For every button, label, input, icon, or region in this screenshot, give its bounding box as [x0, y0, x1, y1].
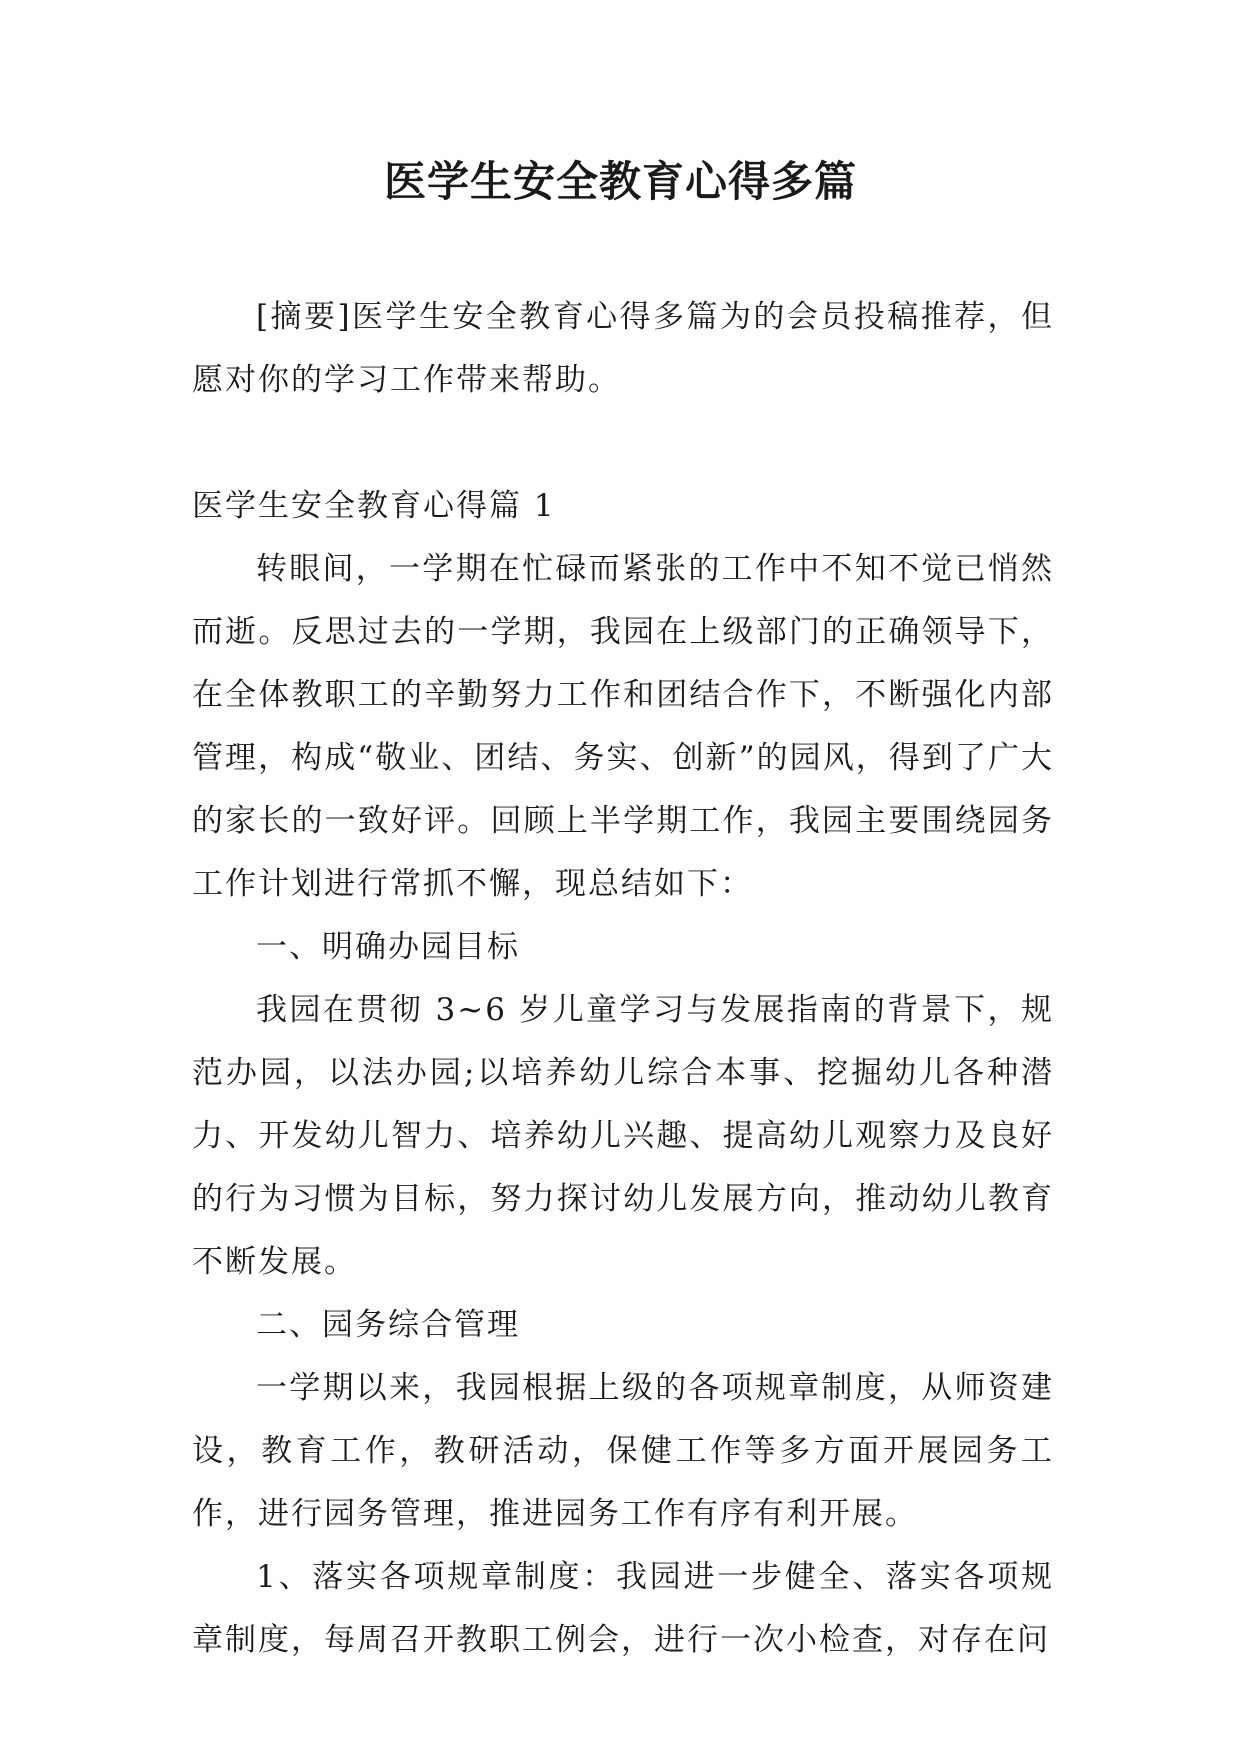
- body-paragraph: 1、落实各项规章制度：我园进一步健全、落实各项规章制度，每周召开教职工例会，进行一次小检查，对存在问: [192, 1559, 1054, 1658]
- subheading-goals: 一、明确办园目标: [256, 929, 520, 965]
- body-paragraph: 转眼间，一学期在忙碌而紧张的工作中不知不觉已悄然而逝。反思过去的一学期，我园在上级部门的正确领导下，在全体教职工的辛勤努力工作和团结合作下，不断强化内部管理，构成“敬业、团结、务实、创新”的园风，得到了广大的家长的一致好评。回顾上半学期工作，我园主要围绕园务工作计划进行常抓不懈，现总结如下：: [192, 551, 1054, 902]
- document-title: 医学生安全教育心得多篇: [383, 157, 857, 206]
- body-paragraph: 一学期以来，我园根据上级的各项规章制度，从师资建设，教育工作，教研活动，保健工作等多方面开展园务工作，进行园务管理，推进园务工作有序有利开展。: [192, 1370, 1054, 1532]
- body-paragraph: 我园在贯彻 3~6 岁儿童学习与发展指南的背景下，规范办园，以法办园;以培养幼儿综合本事、挖掘幼儿各种潜力、开发幼儿智力、培养幼儿兴趣、提高幼儿观察力及良好的行为习惯为目标，努力探讨幼儿发展方向，推动幼儿教育不断发展。: [192, 992, 1054, 1280]
- abstract-paragraph: [摘要]医学生安全教育心得多篇为的会员投稿推荐，但愿对你的学习工作带来帮助。: [192, 299, 1054, 398]
- document-body: [192, 286, 1054, 1672]
- section-heading: 医学生安全教育心得篇 1: [192, 488, 556, 524]
- subheading-management: 二、园务综合管理: [256, 1307, 520, 1343]
- paragraph-spacer: [192, 412, 1054, 475]
